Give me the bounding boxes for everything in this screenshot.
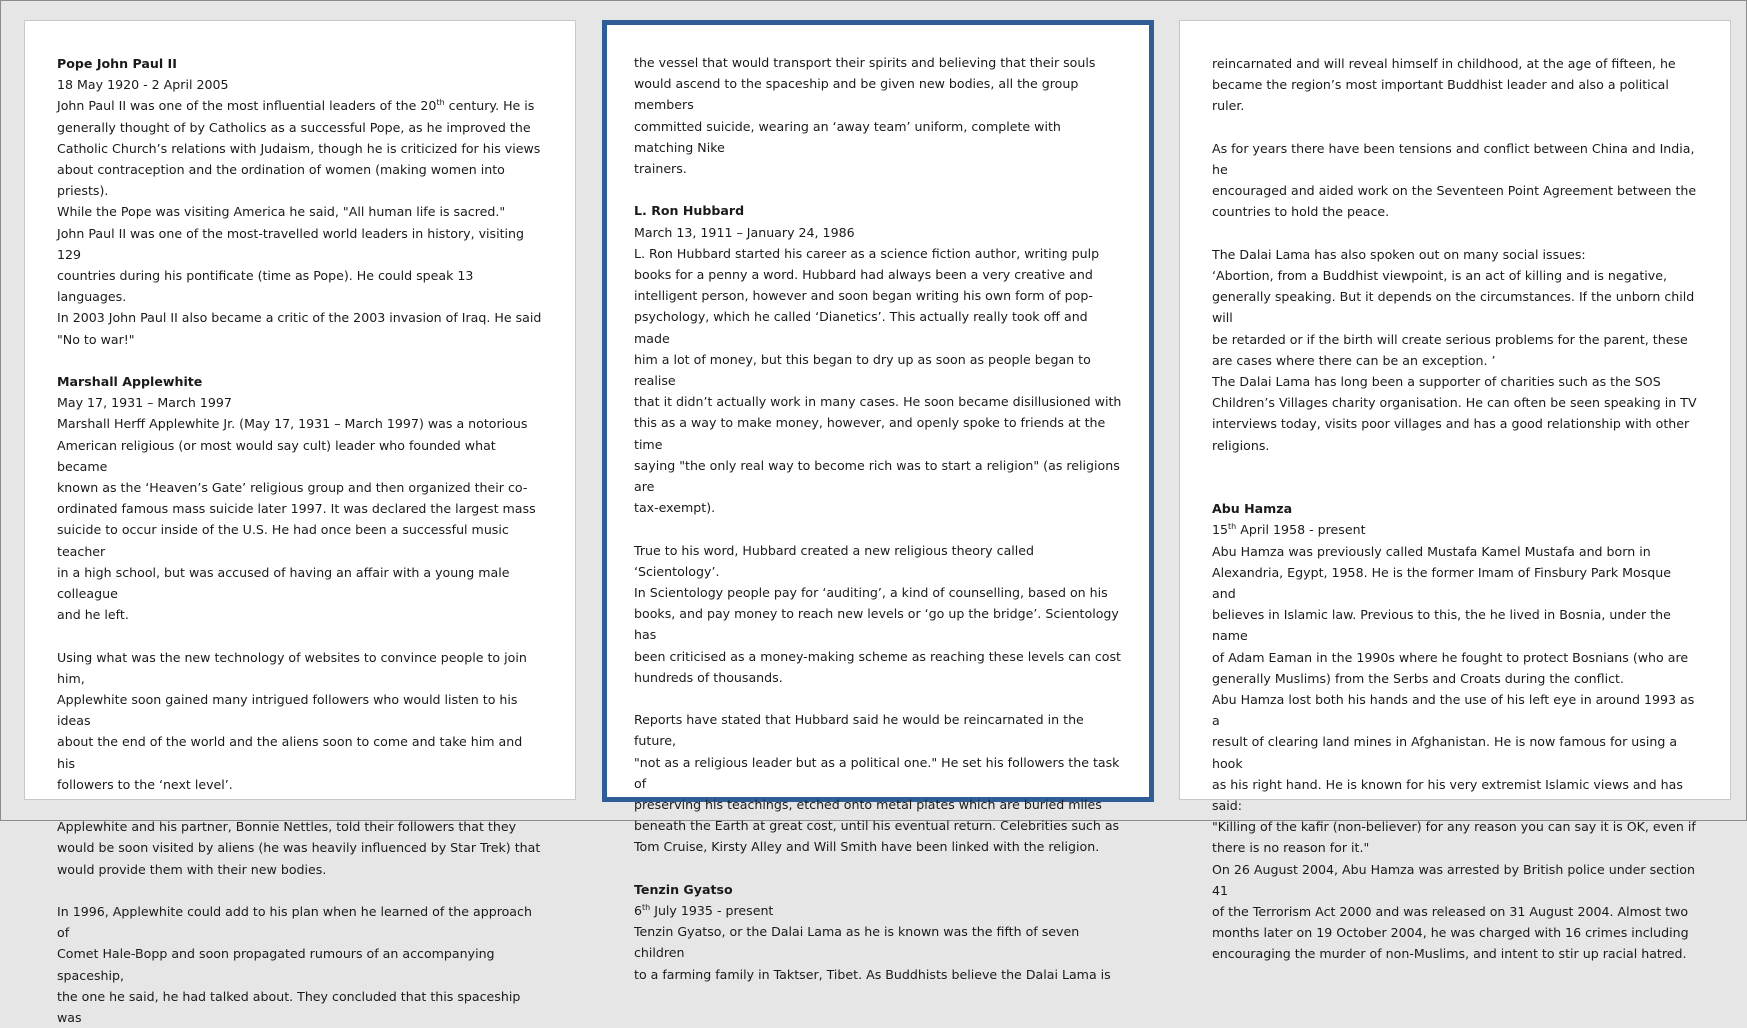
paragraph-gap xyxy=(1212,223,1698,244)
text-line: and he left. xyxy=(57,607,129,623)
text-line: In 2003 John Paul II also became a critic of the 2003 invasion of Iraq. He said xyxy=(57,310,542,326)
text-line: known as the ‘Heaven’s Gate’ religious group and then organized their co- xyxy=(57,480,528,496)
text-line: the vessel that would transport their spirits and believing that their souls xyxy=(634,55,1096,70)
text-line: him a lot of money, but this began to dry up as soon as people began to realise xyxy=(634,351,1091,389)
text-line: would ascend to the spaceship and be given new bodies, all the group members xyxy=(634,76,1079,113)
heading-l-ron-hubbard: L. Ron Hubbard xyxy=(634,203,745,219)
text-line: this as a way to make money, however, and openly spoke to friends at the time xyxy=(634,415,1106,452)
text-line: Tom Cruise, Kirsty Alley and Will Smith have been linked with the religion. xyxy=(634,839,1100,855)
text-line: Reports have stated that Hubbard said he would be reincarnated in the future, xyxy=(634,712,1084,749)
text-line: John Paul II was one of the most influential leaders of the 20th century. He is xyxy=(57,98,535,114)
paragraph-gap xyxy=(57,625,543,646)
text-line: generally speaking. But it depends on the circumstances. If the unborn child will xyxy=(1212,289,1695,326)
text-line: Marshall Herff Applewhite Jr. (May 17, 1931 – March 1997) was a notorious xyxy=(57,416,528,432)
text-line: Using what was the new technology of websites to convince people to join him, xyxy=(57,649,527,686)
text-line: encouraging the murder of non-Muslims, and intent to stir up racial hatred. xyxy=(1212,946,1687,962)
paragraph-gap xyxy=(57,880,543,901)
paragraph-gap xyxy=(634,179,1122,200)
text-line: reincarnated and will reveal himself in childhood, at the age of fifteen, he xyxy=(1212,56,1676,71)
paragraph-gap xyxy=(634,858,1122,879)
paragraph-gap xyxy=(57,795,543,816)
text-line: books for a penny a word. Hubbard had always been a very creative and xyxy=(634,267,1093,283)
heading-pope-john-paul: Pope John Paul II xyxy=(57,56,177,71)
text-line: months later on 19 October 2004, he was charged with 16 crimes including xyxy=(1212,925,1689,941)
text-line: "Killing of the kafir (non-believer) for any reason you can say it is OK, even if xyxy=(1212,819,1696,835)
text-line: been criticised as a money-making scheme as reaching these levels can cost xyxy=(634,648,1121,664)
text-line: While the Pope was visiting America he said, "All human life is sacred." xyxy=(57,204,506,220)
text-line: beneath the Earth at great cost, until his eventual return. Celebrities such as xyxy=(634,818,1120,834)
paragraph-gap xyxy=(634,518,1122,539)
text-line: tax-exempt). xyxy=(634,500,716,516)
text-line: Catholic Church’s relations with Judaism, though he is criticized for his views xyxy=(57,140,541,156)
text-line: L. Ron Hubbard started his career as a science fiction author, writing pulp xyxy=(634,245,1100,261)
text-line: committed suicide, wearing an ‘away team’ uniform, complete with matching Nike xyxy=(634,118,1061,155)
text-line: Tenzin Gyatso, or the Dalai Lama as he is known was the fifth of seven children xyxy=(634,924,1080,961)
text-line: suicide to occur inside of the U.S. He had once been a successful music teacher xyxy=(57,522,509,559)
dates-gyatso: 6th July 1935 - present xyxy=(634,902,774,919)
text-line: hundreds of thousands. xyxy=(634,669,783,685)
heading-tenzin-gyatso: Tenzin Gyatso xyxy=(634,881,733,897)
text-line: would be soon visited by aliens (he was heavily influenced by Star Trek) that xyxy=(57,840,541,856)
text-line: Abu Hamza lost both his hands and the use of his left eye in around 1993 as a xyxy=(1212,692,1695,729)
dates-pope: 18 May 1920 - 2 April 2005 xyxy=(57,77,229,93)
text-line: Alexandria, Egypt, 1958. He is the former Imam of Finsbury Park Mosque and xyxy=(1212,564,1672,602)
text-line: about the end of the world and the aliens soon to come and take him and his xyxy=(57,734,523,771)
page-1[interactable] xyxy=(24,20,576,1026)
text-line: the one he said, he had talked about. They concluded that this spaceship was xyxy=(57,988,521,1026)
text-line: Applewhite soon gained many intrigued followers who would listen to his ideas xyxy=(57,692,518,729)
text-line: encouraged and aided work on the Seventeen Point Agreement between the xyxy=(1212,183,1697,199)
text-line: about contraception and the ordination of women (making women into priests). xyxy=(57,162,505,199)
text-line: Applewhite and his partner, Bonnie Nettles, told their followers that they xyxy=(57,819,517,835)
text-line: ordinated famous mass suicide later 1997. It was declared the largest mass xyxy=(57,501,536,517)
text-line: as his right hand. He is known for his very extremist Islamic views and has said: xyxy=(1212,776,1683,814)
text-line: of Adam Eaman in the 1990s where he fought to protect Bosnians (who are xyxy=(1212,649,1689,665)
text-line: interviews today, visits poor villages and has a good relationship with other xyxy=(1212,416,1690,432)
text-line: are cases where there can be an exception. ’ xyxy=(1212,352,1496,368)
text-line: generally Muslims) from the Serbs and Croats during the conflict. xyxy=(1212,670,1624,686)
text-line: psychology, which he called ‘Dianetics’. This actually really took off and made xyxy=(634,309,1088,346)
text-line: became the region’s most important Buddhist leader and also a political ruler. xyxy=(1212,77,1669,114)
text-line: "not as a religious leader but as a political one." He set his followers the task of xyxy=(634,754,1120,791)
text-line: "No to war!" xyxy=(57,331,135,347)
text-line: religions. xyxy=(1212,437,1270,453)
text-line: of the Terrorism Act 2000 and was released on 31 August 2004. Almost two xyxy=(1212,904,1689,920)
paragraph-gap xyxy=(1212,117,1698,138)
paragraph-gap xyxy=(57,350,543,371)
text-line: ‘Abortion, from a Buddhist viewpoint, is an act of killing and is negative, xyxy=(1212,268,1667,283)
text-line: believes in Islamic law. Previous to this, the he lived in Bosnia, under the name xyxy=(1212,607,1671,644)
text-line: generally thought of by Catholics as a successful Pope, as he improved the xyxy=(57,119,531,135)
dates-hubbard: March 13, 1911 – January 24, 1986 xyxy=(634,224,855,240)
heading-marshall-applewhite: Marshall Applewhite xyxy=(57,374,203,390)
text-line: The Dalai Lama has long been a supporter of charities such as the SOS xyxy=(1212,374,1661,390)
text-line: Children’s Villages charity organisation. He can often be seen speaking in TV xyxy=(1212,395,1697,411)
text-line: followers to the ‘next level’. xyxy=(57,776,233,792)
text-line: countries during his pontificate (time as Pope). He could speak 13 languages. xyxy=(57,268,474,305)
text-line: result of clearing land mines in Afghanistan. He is now famous for using a hook xyxy=(1212,734,1678,771)
text-line: In 1996, Applewhite could add to his plan when he learned of the approach of xyxy=(57,904,532,941)
text-line: intelligent person, however and soon began writing his own form of pop- xyxy=(634,288,1093,304)
text-line: John Paul II was one of the most-travelled world leaders in history, visiting 129 xyxy=(57,225,525,262)
text-line: The Dalai Lama has also spoken out on many social issues: xyxy=(1212,246,1586,262)
text-line: As for years there have been tensions and conflict between China and India, he xyxy=(1212,140,1695,177)
text-line: in a high school, but was accused of having an affair with a young male colleague xyxy=(57,564,510,602)
text-line: to a farming family in Taktser, Tibet. As Buddhists believe the Dalai Lama is xyxy=(634,966,1111,982)
text-line: American religious (or most would say cult) leader who founded what became xyxy=(57,437,496,474)
text-line: countries to hold the peace. xyxy=(1212,204,1390,220)
heading-abu-hamza: Abu Hamza xyxy=(1212,501,1293,517)
text-line: would provide them with their new bodies. xyxy=(57,861,327,877)
dates-applewhite: May 17, 1931 – March 1997 xyxy=(57,395,232,411)
text-line: books, and pay money to reach new levels or ‘go up the bridge’. Scientology has xyxy=(634,606,1119,643)
text-line: trainers. xyxy=(634,161,687,177)
page-3[interactable] xyxy=(1179,20,1731,962)
text-line: be retarded or if the birth will create serious problems for the parent, these xyxy=(1212,331,1688,347)
text-line: On 26 August 2004, Abu Hamza was arrested by British police under section 41 xyxy=(1212,861,1695,898)
text-line: Abu Hamza was previously called Mustafa Kamel Mustafa and born in xyxy=(1212,543,1651,559)
text-line: that it didn’t actually work in many cases. He soon became disillusioned with xyxy=(634,394,1122,410)
text-line: True to his word, Hubbard created a new religious theory called ‘Scientology’. xyxy=(634,542,1035,579)
text-line: Comet Hale-Bopp and soon propagated rumours of an accompanying spaceship, xyxy=(57,946,495,983)
text-line: preserving his teachings, etched onto metal plates which are buried miles xyxy=(634,797,1102,813)
paragraph-gap xyxy=(634,688,1122,709)
text-line: there is no reason for it." xyxy=(1212,840,1370,856)
text-line: In Scientology people pay for ‘auditing’, a kind of counselling, based on his xyxy=(634,585,1108,601)
text-line: saying "the only real way to become rich was to start a religion" (as religions are xyxy=(634,457,1120,495)
dates-hamza: 15th April 1958 - present xyxy=(1212,522,1366,538)
paragraph-gap xyxy=(1212,456,1698,498)
page-2-selected[interactable] xyxy=(602,20,1154,982)
